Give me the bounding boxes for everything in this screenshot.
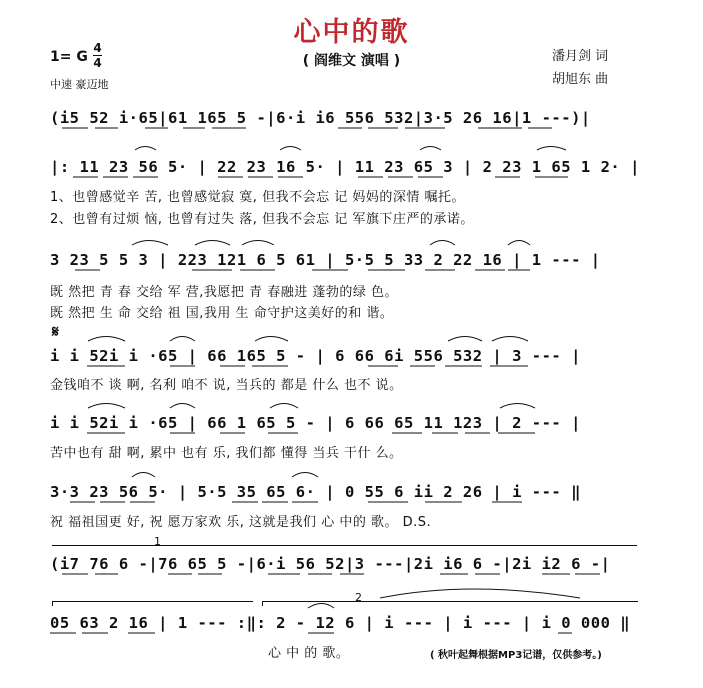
slur [132,473,155,478]
score-line-2: |: 11 23 56 5· | 22 23 16 5· | 11 23 65 3 | 2 23 1 65 1 2· | [50,158,640,176]
slur [308,604,334,609]
lyric-line-5: 苦中也有 甜 啊, 累中 也有 乐, 我们都 懂得 当兵 干什 么。 [50,446,403,461]
slur [492,337,528,342]
interlude-marker: 1 [154,535,161,548]
transcription-note: ( 秋叶起舞根据MP3记谱，仅供参考。) [430,650,602,661]
lyric-line-4: 金钱咱不 谈 啊, 名利 咱不 说, 当兵的 都是 什么 也不 说。 [50,378,403,393]
volta-number-2: 2 [355,591,362,604]
lyricist-credit: 潘月剑 词 [552,49,609,64]
slur [255,337,288,342]
slur [292,473,318,478]
composer-credit: 胡旭东 曲 [552,72,609,87]
lyric-line-2-verse-2: 2、也曾有过烦 恼, 也曾有过失 落, 但我不会忘 记 军旗下庄严的承诺。 [50,212,474,227]
slur [135,147,156,151]
score-line-8: 05 63 2 16 | 1 --- :‖: 2 - 12 6 | i --- | i --- | i 0 000 ‖ [50,614,631,632]
score-line-3: 3 23 5 5 3 | 223 121 6 5 61 | 5·5 5 33 2 22 16 | 1 --- | [50,251,601,269]
time-numerator: 4 [93,41,102,55]
slur [88,337,125,342]
lyric-line-3-verse-1: 既 然把 青 春 交给 军 营,我愿把 青 春融进 蓬勃的绿 色。 [50,285,398,300]
score-line-6: 3·3 23 56 5· | 5·5 35 65 6· | 0 55 6 ii 2 26 | i --- ‖ [50,483,581,501]
score-line-4: i i 52i i ·65 | 66 165 5 - | 6 66 6i 556 532 | 3 --- | [50,347,581,365]
lyric-line-2-verse-1: 1、也曾感觉辛 苦, 也曾感觉寂 寞, 但我不会忘 记 妈妈的深情 嘱托。 [50,190,465,205]
slur [508,241,530,246]
slur [242,241,274,246]
slur [420,147,441,151]
score-line-5: i i 52i i ·65 | 66 1 65 5 - | 6 66 65 11 123 | 2 --- | [50,414,581,432]
lyric-line-6: 祝 福祖国更 好, 祝 愿万家欢 乐, 这就是我们 心 中的 歌。 D.S. [50,515,432,530]
slur [270,404,298,409]
slur [280,147,301,151]
singer-credit: ( 阎维文 演唱 ) [302,53,401,69]
score-line-1: (i5 52 i·65|61 165 5 -|6·i i6 556 532|3·5 26 16|1 ---)| [50,109,591,127]
slur [170,337,195,342]
score-line-7: (i7 76 6 -|76 65 5 -|6·i 56 52|3 ---|2i i6 6 -|2i i2 6 -| [50,555,611,573]
slur [195,241,230,246]
slur [88,404,125,409]
page-title: 心中的歌 [293,17,410,48]
slur [448,337,482,342]
segno-sign: 𝄋 [52,322,59,341]
tie [380,589,580,598]
slur [537,147,566,151]
slur [430,241,455,246]
slur [500,404,535,409]
key-signature: 1= G [50,49,88,65]
lyric-line-8: 心 中 的 歌。 [268,646,350,661]
tempo-marking: 中速 豪迈地 [50,78,109,91]
time-denominator: 4 [93,56,102,70]
slur [132,241,168,246]
lyric-line-3-verse-2: 既 然把 生 命 交给 祖 国,我用 生 命守护这美好的和 谐。 [50,306,394,321]
slur [170,404,195,409]
